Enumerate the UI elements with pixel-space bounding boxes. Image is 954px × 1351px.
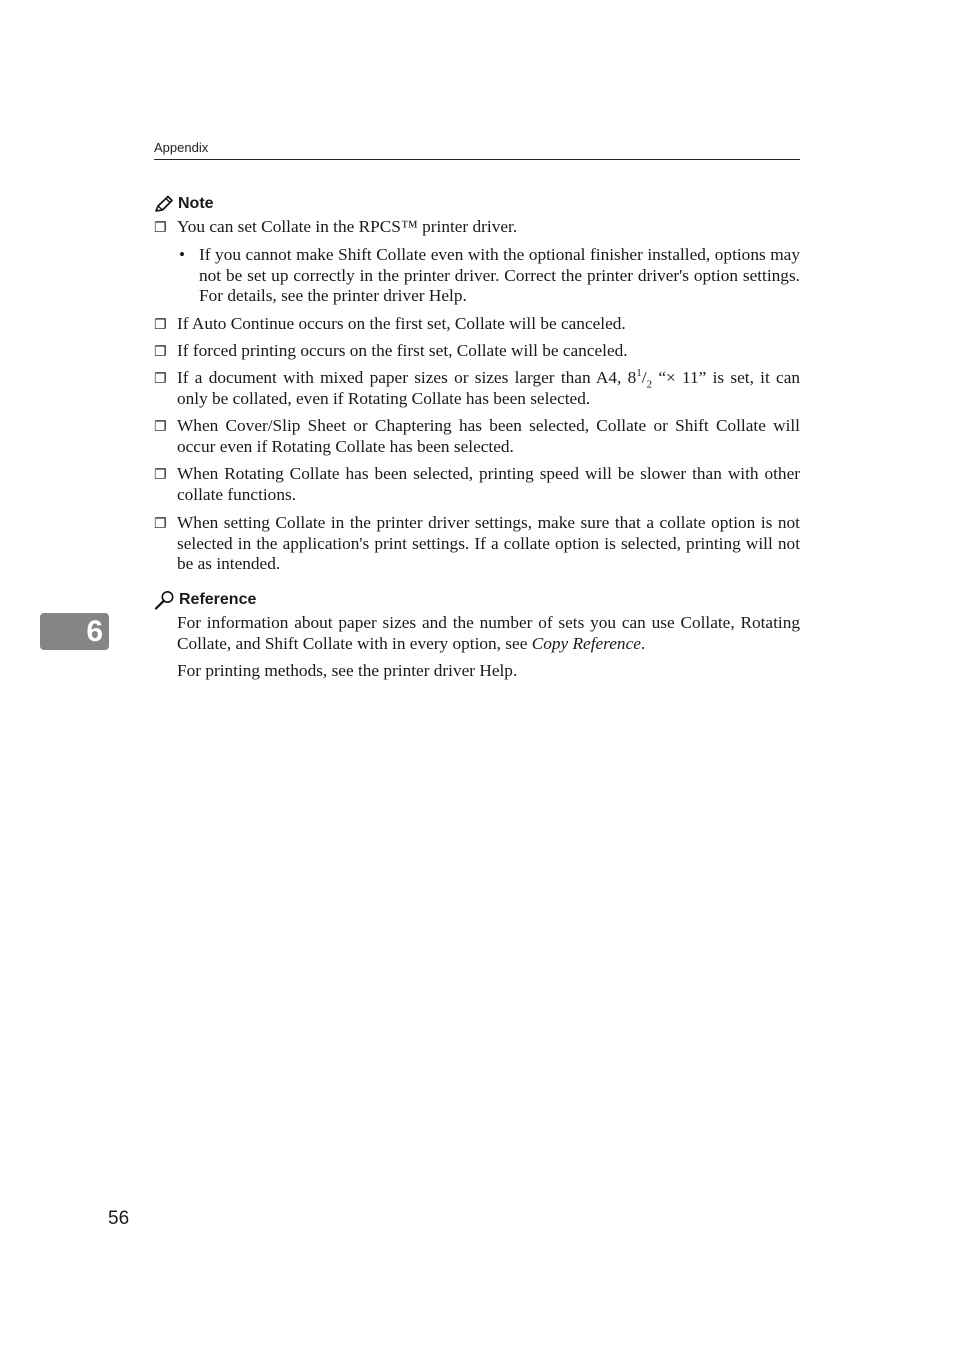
pencil-icon: [154, 195, 174, 213]
running-header: Appendix: [154, 139, 800, 160]
chapter-tab: 6: [40, 613, 109, 650]
checkbox-bullet-icon: ❐: [154, 419, 167, 435]
checkbox-bullet-icon: ❐: [154, 344, 167, 360]
reference-text: For information about paper sizes and the number of sets you can use Collate, Rotating Collate, and Shift Collate with in every option, see: [177, 613, 800, 653]
fraction-slash: /: [641, 368, 647, 387]
note-item: [154, 341, 800, 362]
note-heading: [154, 194, 214, 214]
note-item: [154, 368, 800, 409]
checkbox-bullet-icon: ❐: [154, 467, 167, 483]
note-item: [154, 314, 800, 335]
checkbox-bullet-icon: ❐: [154, 371, 167, 387]
note-item: [154, 464, 800, 505]
note-item-text: When setting Collate in the printer driver settings, make sure that a collate option is not selected in the application's print settings. If a collate option is selected, printing will not be as intended.: [177, 513, 800, 574]
note-item-text: If Auto Continue occurs on the first set, Collate will be canceled.: [177, 314, 626, 333]
sub-bullet-item: [177, 245, 800, 307]
note-item-text: If forced printing occurs on the first set, Collate will be canceled.: [177, 341, 628, 360]
reference-text-end: .: [640, 633, 646, 653]
reference-paragraph: For printing methods, see the printer driver Help.: [177, 661, 518, 680]
note-item-text: [177, 368, 800, 409]
note-item: [154, 416, 800, 457]
reference-paragraph: [177, 613, 800, 654]
note-item-text-end: “× 11” is set, it can only be collated, even if Rotating Collate has been selected.: [177, 368, 801, 408]
checkbox-bullet-icon: ❐: [154, 516, 167, 532]
sub-bullet-text: If you cannot make Shift Collate even with the optional finisher installed, options may not be set up correctly in the printer driver. Correct the printer driver's option settings. For details, see the printer driver Help.: [199, 245, 800, 306]
page-number: 56: [108, 1208, 130, 1229]
checkbox-bullet-icon: ❐: [154, 317, 167, 333]
note-item-text-start: If a document with mixed paper sizes or sizes larger than A4, 8: [177, 368, 637, 387]
note-item: [154, 217, 800, 238]
note-item: [154, 513, 800, 575]
reference-heading: [154, 590, 256, 610]
bullet-dot: •: [178, 245, 186, 264]
note-item-text: You can set Collate in the RPCS™ printer driver.: [177, 217, 518, 236]
reference-link-title: Copy Reference: [531, 633, 641, 653]
fraction-denominator: 2: [646, 378, 653, 391]
note-item-text: When Rotating Collate has been selected, printing speed will be slower than with other collate functions.: [177, 464, 800, 504]
fraction-numerator: 1: [636, 367, 642, 380]
reference-heading-label: Reference: [179, 591, 257, 608]
magnifier-icon: [154, 590, 175, 610]
checkbox-bullet-icon: ❐: [154, 220, 167, 236]
note-heading-label: Note: [178, 195, 214, 212]
note-item-text: When Cover/Slip Sheet or Chaptering has been selected, Collate or Shift Collate will occur even if Rotating Collate has been selected.: [177, 416, 800, 456]
